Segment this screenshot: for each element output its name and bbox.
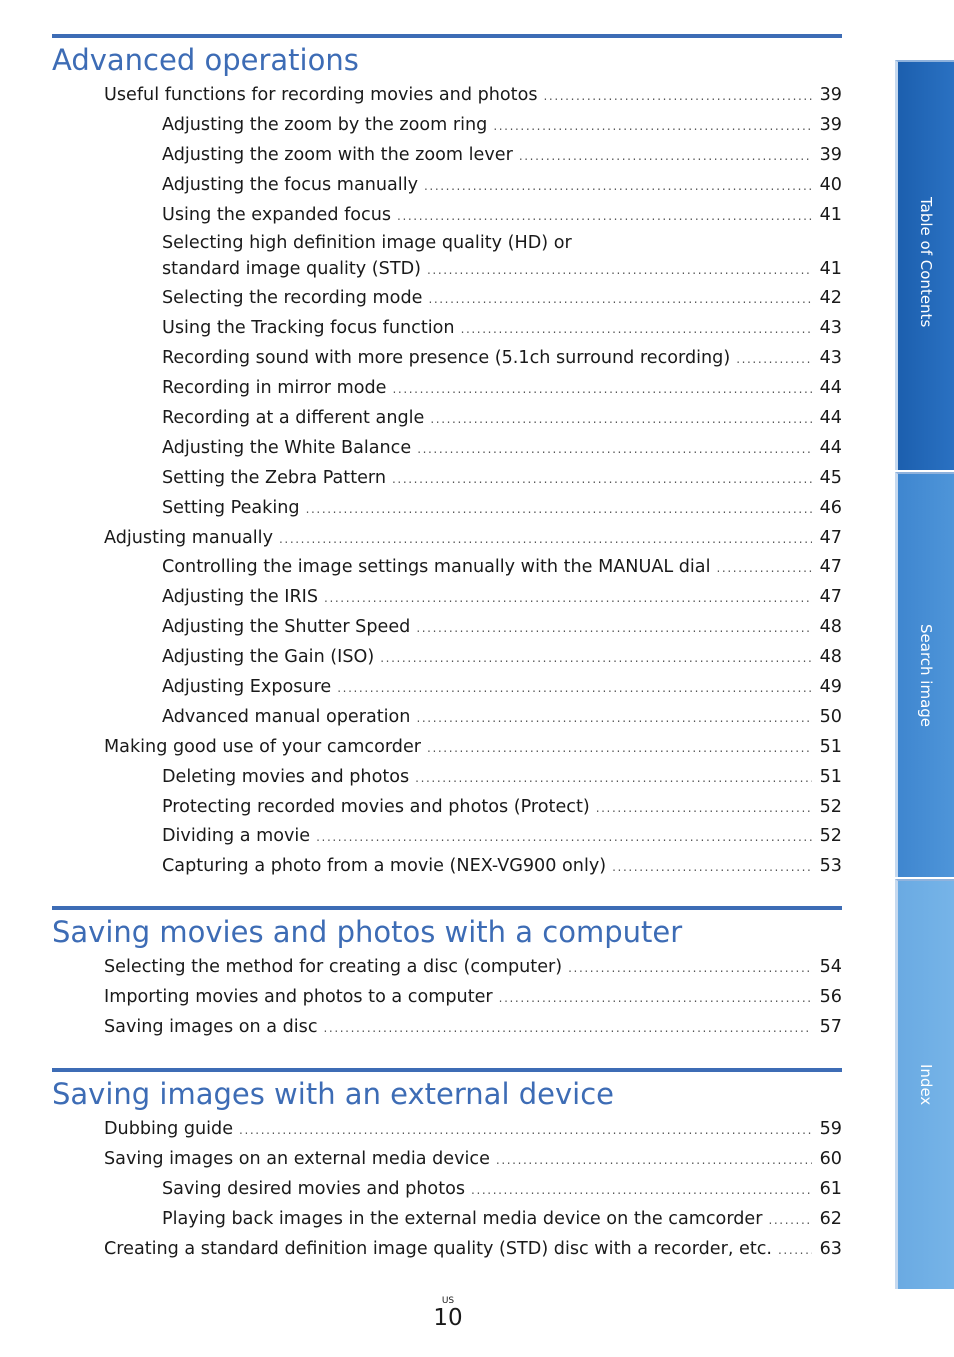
section-heading: Saving images with an external device xyxy=(52,1077,614,1111)
toc-entry-page: 44 xyxy=(819,437,842,458)
toc-list xyxy=(52,953,842,1043)
dot-leader xyxy=(496,1146,812,1176)
section-rule xyxy=(52,906,842,910)
toc-entry-page: 60 xyxy=(819,1148,842,1169)
toc-entry-title: Adjusting Exposure xyxy=(162,677,332,698)
tab-table-of-contents[interactable] xyxy=(895,60,954,470)
dot-leader xyxy=(324,1014,813,1044)
toc-entry-page: 57 xyxy=(819,1016,842,1037)
toc-entry-page: 42 xyxy=(819,288,842,309)
toc-entry-page: 44 xyxy=(819,408,842,429)
dot-leader xyxy=(430,405,812,435)
toc-entry-title: Recording at a different angle xyxy=(162,408,425,429)
toc-entry-title: Selecting the recording mode xyxy=(162,288,423,309)
toc-entry[interactable] xyxy=(52,314,842,344)
toc-entry-line xyxy=(162,254,842,285)
dot-leader xyxy=(428,285,812,315)
toc-entry-title: Using the Tracking focus function xyxy=(162,318,455,339)
section-rule xyxy=(52,34,842,38)
page-number-value: 10 xyxy=(433,1305,463,1331)
dot-leader xyxy=(499,984,812,1014)
toc-entry-page: 43 xyxy=(819,318,842,339)
toc-entry-page: 47 xyxy=(819,587,842,608)
tab-label: Search image xyxy=(917,624,935,728)
toc-entry-page: 47 xyxy=(819,557,842,578)
toc-entry[interactable] xyxy=(52,344,842,374)
section-heading: Advanced operations xyxy=(52,43,359,77)
tab-label: Table of Contents xyxy=(917,197,935,328)
toc-entry[interactable] xyxy=(52,171,842,201)
toc-entry-page: 48 xyxy=(819,617,842,638)
toc-entry-title: Saving images on an external media device xyxy=(104,1148,490,1169)
toc-entry-page: 52 xyxy=(819,796,842,817)
toc-entry-title: Deleting movies and photos xyxy=(162,766,410,787)
toc-entry-page: 40 xyxy=(819,174,842,195)
section-heading: Saving movies and photos with a computer xyxy=(52,915,683,949)
toc-entry-title: Playing back images in the external media device on the camcorder xyxy=(162,1208,763,1229)
toc-entry-title: Controlling the image settings manually with the MANUAL dial xyxy=(162,557,711,578)
tab-search-image[interactable] xyxy=(895,472,954,877)
dot-leader xyxy=(397,202,812,232)
toc-entry-page: 48 xyxy=(819,647,842,668)
toc-entry-title: Adjusting the IRIS xyxy=(162,587,319,608)
toc-entry[interactable] xyxy=(52,1205,842,1235)
toc-entry[interactable] xyxy=(52,1235,842,1265)
toc-entry-title: Saving images on a disc xyxy=(104,1016,318,1037)
toc-entry[interactable] xyxy=(52,613,842,643)
toc-entry-page: 41 xyxy=(819,204,842,225)
toc-entry[interactable] xyxy=(52,983,842,1013)
toc-entry-title: Adjusting the Shutter Speed xyxy=(162,617,411,638)
toc-entry-page: 53 xyxy=(819,856,842,877)
dot-leader xyxy=(417,435,812,465)
toc-entry-page: 46 xyxy=(819,497,842,518)
dot-leader xyxy=(416,704,812,734)
toc-entry-page: 51 xyxy=(819,766,842,787)
toc-list xyxy=(52,81,842,882)
toc-entry-page: 51 xyxy=(819,736,842,757)
toc-entry-title: Recording in mirror mode xyxy=(162,378,387,399)
toc-list xyxy=(52,1115,842,1264)
dot-leader xyxy=(519,142,812,172)
toc-entry[interactable] xyxy=(52,111,842,141)
dot-leader xyxy=(493,112,812,142)
toc-entry-page: 39 xyxy=(819,85,842,105)
toc-entry-title: Recording sound with more presence (5.1ch surround recording) xyxy=(162,348,731,369)
toc-entry[interactable] xyxy=(52,81,842,111)
dot-leader xyxy=(424,172,812,202)
dot-leader xyxy=(279,525,812,555)
dot-leader xyxy=(427,734,812,764)
toc-entry[interactable] xyxy=(52,201,842,231)
toc-entry[interactable] xyxy=(52,953,842,983)
dot-leader xyxy=(416,614,812,644)
toc-entry-title: Importing movies and photos to a computer xyxy=(104,986,493,1007)
dot-leader xyxy=(544,82,813,112)
toc-entry[interactable] xyxy=(52,793,842,823)
toc-entry-page: 44 xyxy=(819,378,842,399)
toc-entry-page: 45 xyxy=(819,467,842,488)
toc-entry[interactable] xyxy=(52,1175,842,1205)
toc-entry[interactable] xyxy=(52,643,842,673)
toc-entry[interactable] xyxy=(52,464,842,494)
toc-entry-title: Making good use of your camcorder xyxy=(104,736,422,757)
toc-entry-page: 43 xyxy=(819,348,842,369)
toc-entry[interactable] xyxy=(52,230,842,284)
toc-entry-page: 54 xyxy=(819,957,842,977)
toc-entry-title: Saving desired movies and photos xyxy=(162,1178,466,1199)
dot-leader xyxy=(306,495,812,525)
section-advanced-operations xyxy=(52,34,842,882)
dot-leader xyxy=(316,823,812,853)
toc-entry[interactable] xyxy=(52,583,842,613)
toc-entry[interactable] xyxy=(52,733,842,763)
toc-entry[interactable] xyxy=(52,763,842,793)
toc-entry-page: 39 xyxy=(819,114,842,135)
toc-entry-title: Creating a standard definition image quality (STD) disc with a recorder, etc. xyxy=(104,1238,773,1259)
dot-leader xyxy=(716,554,812,584)
toc-entry-page: 62 xyxy=(819,1208,842,1229)
toc-entry[interactable] xyxy=(52,284,842,314)
toc-entry-title: Adjusting the Gain (ISO) xyxy=(162,647,375,668)
toc-entry-title: Capturing a photo from a movie (NEX-VG900 only) xyxy=(162,856,607,877)
toc-entry-page: 59 xyxy=(819,1119,842,1139)
section-saving-with-computer xyxy=(52,906,842,1043)
toc-entry-title: Adjusting manually xyxy=(104,527,273,548)
toc-entry[interactable] xyxy=(52,434,842,464)
dot-leader xyxy=(392,465,812,495)
toc-entry-page: 63 xyxy=(819,1238,842,1259)
toc-entry-title: Adjusting the focus manually xyxy=(162,174,418,195)
dot-leader xyxy=(596,794,812,824)
toc-entry[interactable] xyxy=(52,1013,842,1043)
dot-leader xyxy=(736,345,812,375)
toc-entry[interactable] xyxy=(52,374,842,404)
toc-entry-title: Adjusting the White Balance xyxy=(162,437,412,458)
section-saving-with-external-device xyxy=(52,1068,842,1264)
dot-leader xyxy=(768,1206,812,1236)
page-number xyxy=(428,1296,468,1330)
dot-leader xyxy=(427,255,812,285)
toc-entry[interactable] xyxy=(52,822,842,852)
toc-entry-title: standard image quality (STD) xyxy=(162,259,421,280)
toc-entry[interactable] xyxy=(52,1115,842,1145)
toc-entry-page: 41 xyxy=(819,259,842,280)
toc-entry-title: Setting the Zebra Pattern xyxy=(162,467,387,488)
toc-entry[interactable] xyxy=(52,703,842,733)
toc-entry[interactable] xyxy=(52,1145,842,1175)
dot-leader xyxy=(612,853,812,883)
toc-entry[interactable] xyxy=(52,404,842,434)
toc-entry-page: 39 xyxy=(819,144,842,165)
dot-leader xyxy=(380,644,812,674)
tab-label: Index xyxy=(917,1064,935,1106)
toc-entry[interactable] xyxy=(52,852,842,882)
toc-entry[interactable] xyxy=(52,524,842,554)
toc-entry-title: Protecting recorded movies and photos (Protect) xyxy=(162,796,590,817)
toc-entry-title: Setting Peaking xyxy=(162,497,300,518)
dot-leader xyxy=(778,1236,812,1266)
toc-entry-title: Selecting the method for creating a disc (computer) xyxy=(104,957,563,977)
toc-entry-title: Dubbing guide xyxy=(104,1119,234,1139)
toc-entry-page: 61 xyxy=(819,1178,842,1199)
toc-entry-page: 47 xyxy=(819,527,842,548)
dot-leader xyxy=(393,375,812,405)
toc-entry-title: Useful functions for recording movies and photos xyxy=(104,85,538,105)
dot-leader xyxy=(471,1176,812,1206)
toc-entry-page: 56 xyxy=(819,986,842,1007)
toc-entry-page: 52 xyxy=(819,826,842,847)
dot-leader xyxy=(324,584,812,614)
toc-entry-title: Using the expanded focus xyxy=(162,204,392,225)
toc-entry[interactable] xyxy=(52,673,842,703)
toc-entry-title: Advanced manual operation xyxy=(162,706,411,727)
toc-entry-line xyxy=(162,230,842,254)
dot-leader xyxy=(239,1116,812,1146)
dot-leader xyxy=(568,954,812,984)
region-code: US xyxy=(441,1296,455,1306)
toc-entry-title: Adjusting the zoom by the zoom ring xyxy=(162,114,488,135)
toc-entry-page: 49 xyxy=(819,677,842,698)
tab-index[interactable] xyxy=(895,879,954,1289)
dot-leader xyxy=(415,764,812,794)
toc-entry[interactable] xyxy=(52,494,842,524)
toc-entry-title: Dividing a movie xyxy=(162,826,311,847)
dot-leader xyxy=(461,315,812,345)
toc-entry[interactable] xyxy=(52,141,842,171)
toc-entry-title: Selecting high definition image quality (HD) or xyxy=(162,233,572,254)
toc-entry[interactable] xyxy=(52,553,842,583)
toc-entry-title: Adjusting the zoom with the zoom lever xyxy=(162,144,513,165)
toc-entry-page: 50 xyxy=(819,706,842,727)
section-rule xyxy=(52,1068,842,1072)
dot-leader xyxy=(337,674,812,704)
